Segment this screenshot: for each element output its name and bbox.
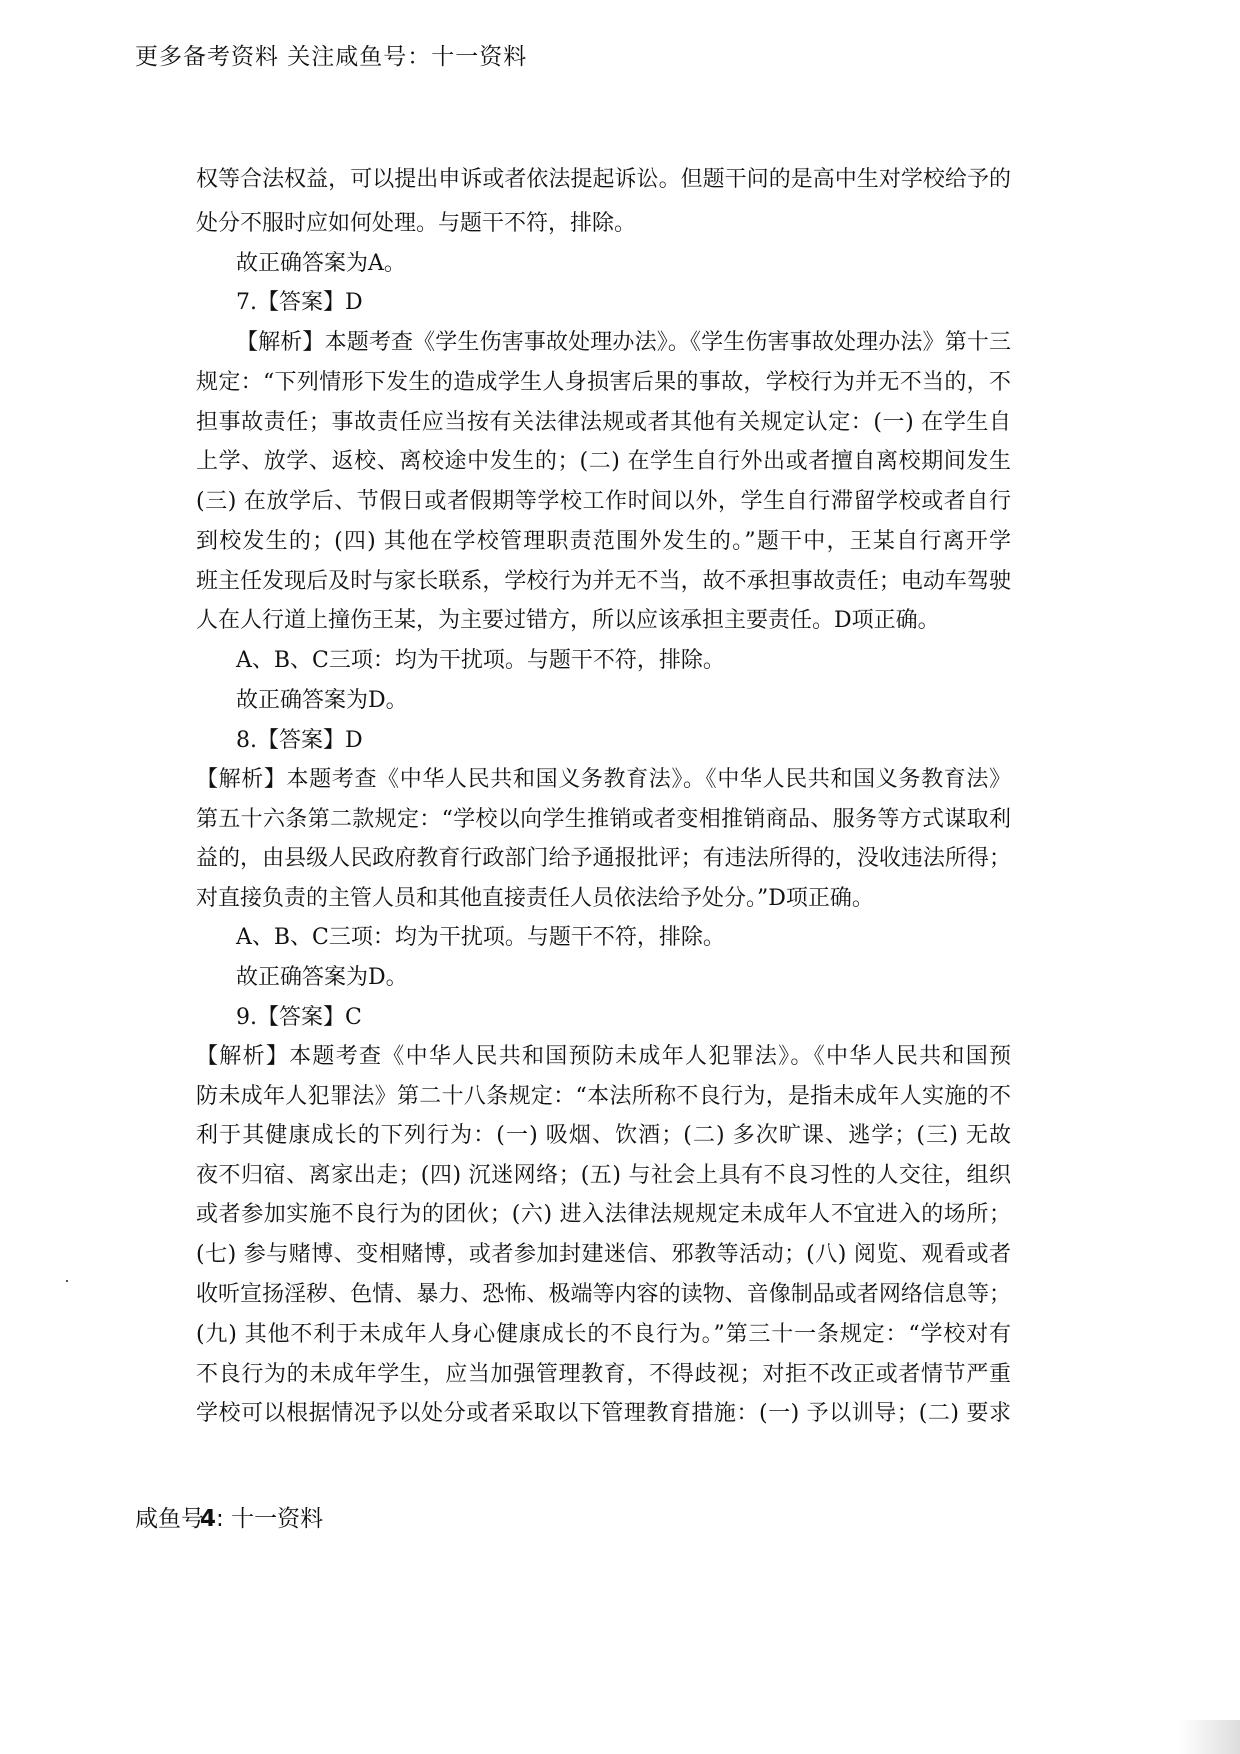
text-line: 上学、放学、返校、离校途中发生的；(二) 在学生自行外出或者擅自离校期间发生 (196, 449, 1011, 474)
scan-edge-shadow (1180, 1720, 1240, 1754)
text-line: (九) 其他不利于未成年人身心健康成长的不良行为。”第三十一条规定：“学校对有 (196, 1322, 1011, 1347)
scan-speck (66, 1280, 68, 1282)
text-line: 【解析】本题考查《中华人民共和国预防未成年人犯罪法》。《中华人民共和国预 (196, 1044, 1011, 1069)
text-line: 到校发生的；(四) 其他在学校管理职责范围外发生的。”题干中，王某自行离开学 (196, 529, 1011, 554)
text-line: (七) 参与赌博、变相赌博，或者参加封建迷信、邪教等活动；(八) 阅览、观看或者 (196, 1242, 1011, 1267)
text-line: 收听宣扬淫秽、色情、暴力、恐怖、极端等内容的读物、音像制品或者网络信息等； (196, 1282, 1011, 1307)
text-line: 人在人行道上撞伤王某，为主要过错方，所以应该承担主要责任。D项正确。 (196, 608, 940, 633)
text-line: (三) 在放学后、节假日或者假期等学校工作时间以外，学生自行滞留学校或者自行 (196, 489, 1011, 514)
text-line: 不良行为的未成年学生，应当加强管理教育，不得歧视；对拒不改正或者情节严重 (196, 1362, 1011, 1387)
text-line: 利于其健康成长的下列行为：(一) 吸烟、饮酒；(二) 多次旷课、逃学；(三) 无故 (196, 1123, 1011, 1148)
text-line: 8.【答案】D (236, 728, 363, 753)
text-line: A、B、C三项：均为干扰项。与题干不符，排除。 (236, 925, 725, 950)
text-line: 班主任发现后及时与家长联系，学校行为并无不当，故不承担事故责任；电动车驾驶 (196, 569, 1011, 594)
text-line: 处分不服时应如何处理。与题干不符，排除。 (196, 211, 637, 236)
text-line: 9.【答案】C (236, 1005, 362, 1030)
text-line: 7.【答案】D (236, 290, 363, 315)
page-number: 4 (200, 1506, 217, 1532)
text-line: 对直接负责的主管人员和其他直接责任人员依法给予处分。”D项正确。 (196, 886, 874, 911)
text-line: 故正确答案为A。 (236, 251, 406, 276)
text-line: 益的，由县级人民政府教育行政部门给予通报批评；有违法所得的，没收违法所得； (196, 846, 1011, 871)
text-line: 或者参加实施不良行为的团伙；(六) 进入法律法规规定未成年人不宜进入的场所； (196, 1202, 1011, 1227)
page-header-watermark: 更多备考资料 关注咸鱼号：十一资料 (135, 44, 528, 70)
text-line: 防未成年人犯罪法》第二十八条规定：“本法所称不良行为，是指未成年人实施的不 (196, 1084, 1011, 1109)
text-line: 第五十六条第二款规定：“学校以向学生推销或者变相推销商品、服务等方式谋取利 (196, 807, 1011, 832)
text-line: 担事故责任；事故责任应当按有关法律法规或者其他有关规定认定：(一) 在学生自 (196, 410, 1011, 435)
text-line: 【解析】本题考查《学生伤害事故处理办法》。《学生伤害事故处理办法》第十三 (236, 330, 1011, 355)
text-line: 夜不归宿、离家出走；(四) 沉迷网络；(五) 与社会上具有不良习性的人交往，组织 (196, 1163, 1011, 1188)
page-footer (135, 1500, 323, 1533)
footer-prefix: 咸鱼号 (135, 1506, 204, 1532)
text-line: 权等合法权益，可以提出申诉或者依法提起诉讼。但题干问的是高中生对学校给予的 (196, 167, 1011, 192)
text-line: 【解析】本题考查《中华人民共和国义务教育法》。《中华人民共和国义务教育法》 (196, 767, 1011, 792)
footer-suffix: : 十一资料 (216, 1506, 324, 1532)
text-line: 学校可以根据情况予以处分或者采取以下管理教育措施：(一) 予以训导；(二) 要求 (196, 1401, 1011, 1426)
text-line: 故正确答案为D。 (236, 688, 408, 713)
text-line: A、B、C三项：均为干扰项。与题干不符，排除。 (236, 648, 725, 673)
text-line: 规定：“下列情形下发生的造成学生人身损害后果的事故，学校行为并无不当的，不 (196, 370, 1011, 395)
text-line: 故正确答案为D。 (236, 965, 408, 990)
